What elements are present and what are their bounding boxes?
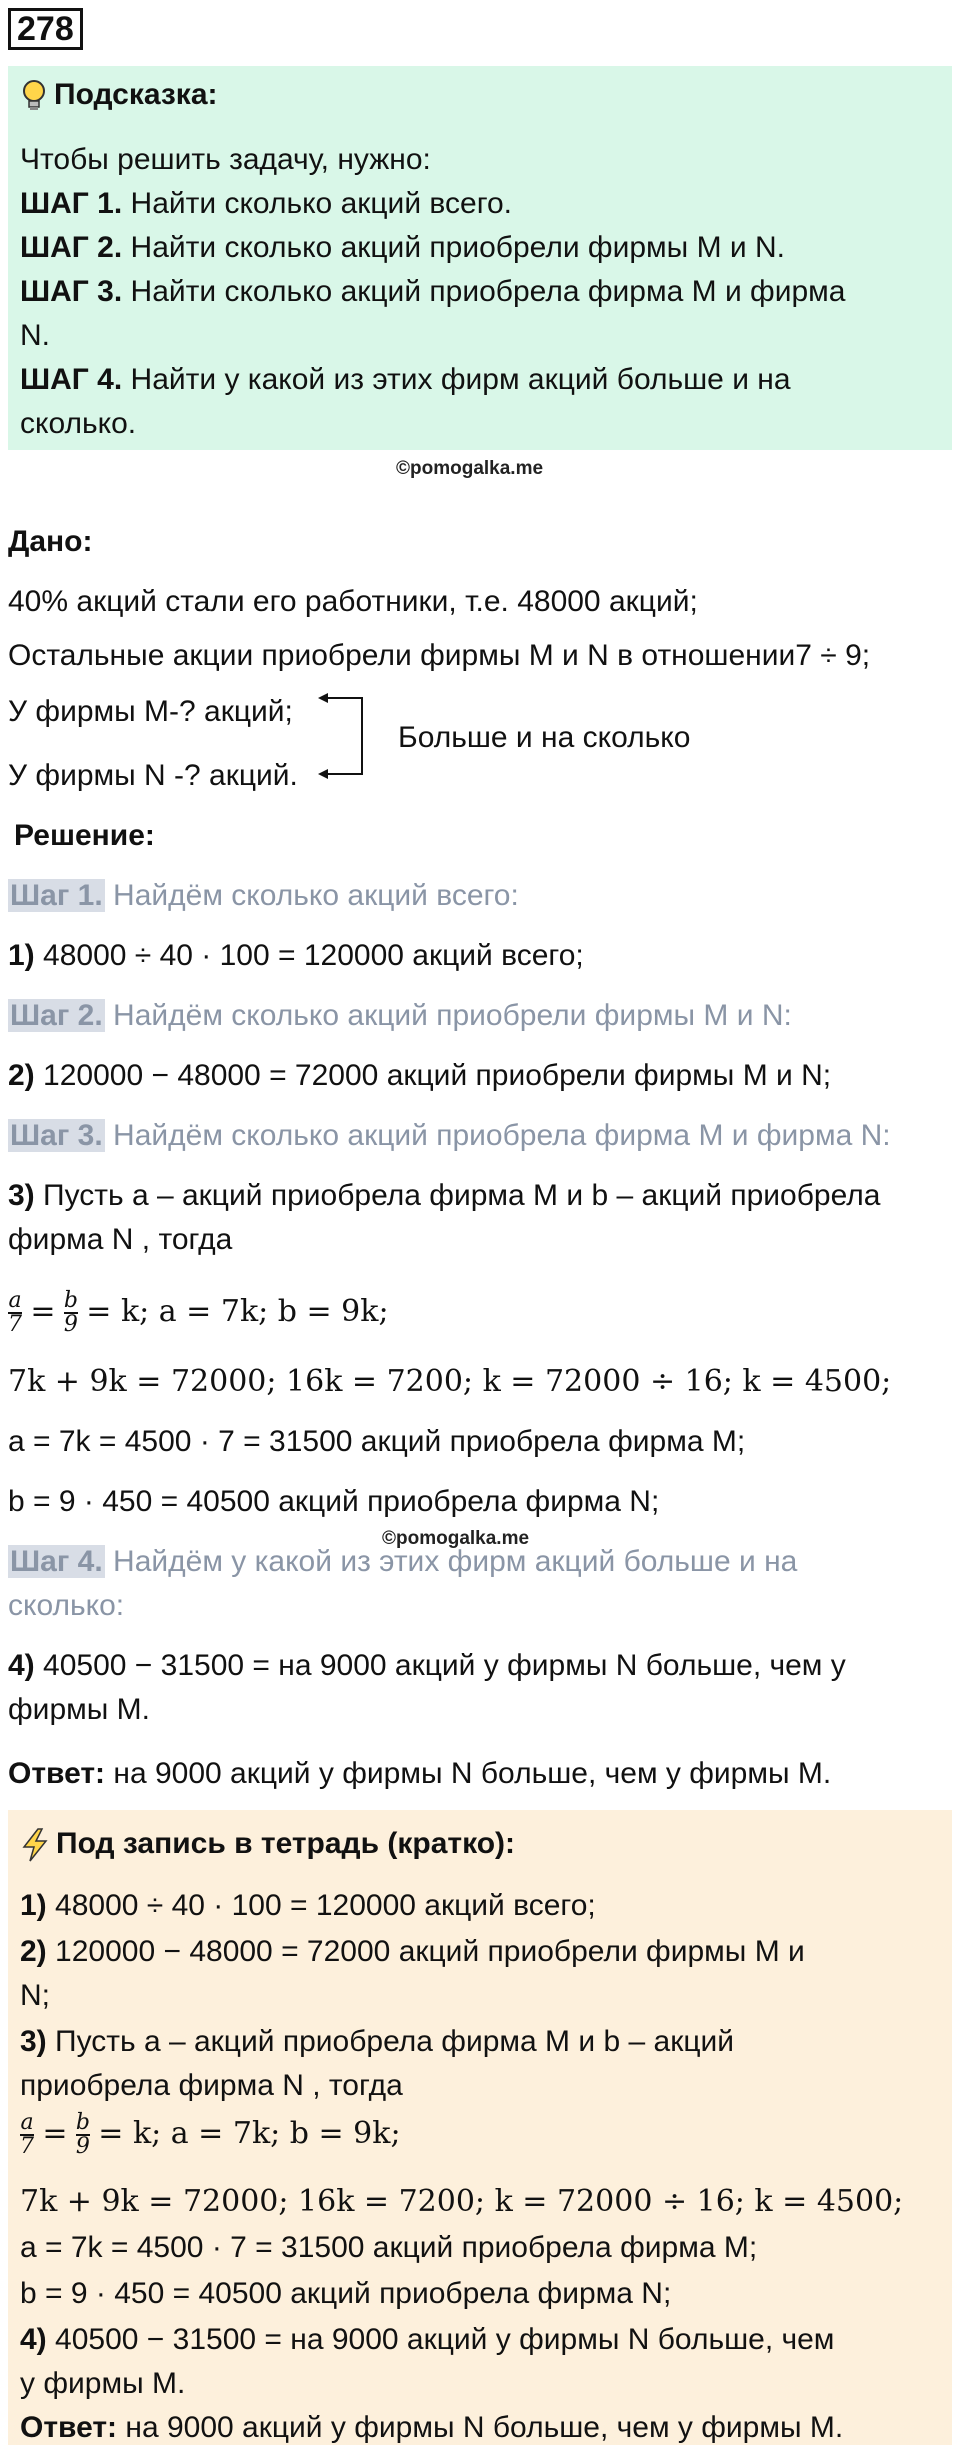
note-answer: Ответ: на 9000 акций у фирмы N больше, чем у фирмы M.	[20, 2411, 844, 2444]
note-line-7: 4) 40500 − 31500 = на 9000 акций у фирмы N больше, чем	[20, 2323, 835, 2356]
calc-2: 2) 120000 − 48000 = 72000 акций приобрели фирмы M и N;	[8, 1059, 832, 1092]
step-2: Шаг 2. Найдём сколько акций приобрели фирмы M и N:	[10, 999, 792, 1032]
equation-2: 7k + 9k = 72000; 16k = 7200; k = 72000 ÷ 16; k = 4500;	[8, 1364, 892, 1399]
watermark: ©pomogalka.me	[396, 458, 544, 479]
given-title: Дано:	[8, 525, 93, 558]
lightbulb-icon	[20, 79, 48, 113]
hint-step-4-cont: сколько.	[20, 407, 137, 440]
note-line-4: 7k + 9k = 72000; 16k = 7200; k = 72000 ÷ 16; k = 4500;	[20, 2184, 904, 2219]
calc-3a: 3) Пусть a – акций приобрела фирма M и b – акций приобрела	[8, 1179, 881, 1212]
note-line-3b: приобрела фирма N , тогда	[20, 2069, 403, 2102]
hint-step-4: ШАГ 4. Найти у какой из этих фирм акций больше и на	[20, 363, 791, 396]
hint-intro: Чтобы решить задачу, нужно:	[20, 143, 431, 176]
calc-3b: фирма N , тогда	[8, 1223, 233, 1256]
note-fraction-equation: $\frac{a}{7}$ = $\frac{b}{9}$ = k; a = 7k; b = 9k;	[20, 2110, 401, 2159]
hint-step-3-cont: N.	[20, 319, 50, 352]
bracket-arrow-icon	[316, 688, 368, 788]
solution-title: Решение:	[14, 819, 155, 852]
note-line-3: 3) Пусть a – акций приобрела фирма M и b – акций	[20, 2025, 735, 2058]
note-line-1: 1) 48000 ÷ 40 · 100 = 120000 акций всего;	[20, 1889, 596, 1922]
calc-4a: 4) 40500 − 31500 = на 9000 акций у фирмы N больше, чем у	[8, 1649, 846, 1682]
note-fraction-b: $\frac{b}{9}$	[75, 2110, 90, 2159]
fraction-equation: $\frac{a}{7}$ = $\frac{b}{9}$ = k; a = 7k; b = 9k;	[8, 1288, 389, 1337]
calc-4b: фирмы M.	[8, 1693, 150, 1726]
given-line-3: У фирмы M-? акций;	[8, 695, 293, 728]
notebook-header: Под запись в тетрадь (кратко):	[20, 1824, 515, 1864]
given-line-1: 40% акций стали его работники, т.е. 48000 акций;	[8, 585, 698, 618]
step-1: Шаг 1. Найдём сколько акций всего:	[10, 879, 519, 912]
calc-1: 1) 48000 ÷ 40 · 100 = 120000 акций всего;	[8, 939, 584, 972]
note-line-2: 2) 120000 − 48000 = 72000 акций приобрели фирмы M и	[20, 1935, 805, 1968]
step-4-cont: сколько:	[8, 1589, 125, 1622]
hint-title: Подсказка:	[54, 78, 218, 111]
hint-step-3: ШАГ 3. Найти сколько акций приобрела фирма M и фирма	[20, 275, 846, 308]
fraction-a: $\frac{a}{7}$	[8, 1288, 22, 1337]
hint-header	[20, 78, 218, 113]
fraction-b: $\frac{b}{9}$	[63, 1288, 78, 1337]
note-fraction-a: $\frac{a}{7}$	[20, 2110, 34, 2159]
notebook-box	[8, 1810, 952, 2445]
given-line-4: У фирмы N -? акций.	[8, 759, 298, 792]
step-4: Шаг 4. Найдём у какой из этих фирм акций больше и на	[10, 1545, 798, 1578]
equation-3: a = 7k = 4500 · 7 = 31500 акций приобрела фирма M;	[8, 1425, 746, 1458]
hint-step-2: ШАГ 2. Найти сколько акций приобрели фирмы M и N.	[20, 231, 785, 264]
lightning-icon	[20, 1828, 50, 1862]
given-line-2: Остальные акции приобрели фирмы M и N в отношении7 ÷ 9;	[8, 639, 871, 672]
note-line-7b: у фирмы M.	[20, 2367, 186, 2400]
hint-box	[8, 66, 952, 450]
watermark-2: ©pomogalka.me	[382, 1528, 530, 1549]
note-line-6: b = 9 · 450 = 40500 акций приобрела фирма N;	[20, 2277, 672, 2310]
note-line-5: a = 7k = 4500 · 7 = 31500 акций приобрела фирма M;	[20, 2231, 758, 2264]
step-3: Шаг 3. Найдём сколько акций приобрела фирма M и фирма N:	[10, 1119, 891, 1152]
equation-4: b = 9 · 450 = 40500 акций приобрела фирма N;	[8, 1485, 660, 1518]
bracket-note: Больше и на сколько	[398, 721, 691, 754]
hint-step-1: ШАГ 1. Найти сколько акций всего.	[20, 187, 512, 220]
task-number: 278	[8, 8, 83, 50]
answer: Ответ: на 9000 акций у фирмы N больше, чем у фирмы M.	[8, 1757, 832, 1790]
note-line-2b: N;	[20, 1979, 50, 2012]
